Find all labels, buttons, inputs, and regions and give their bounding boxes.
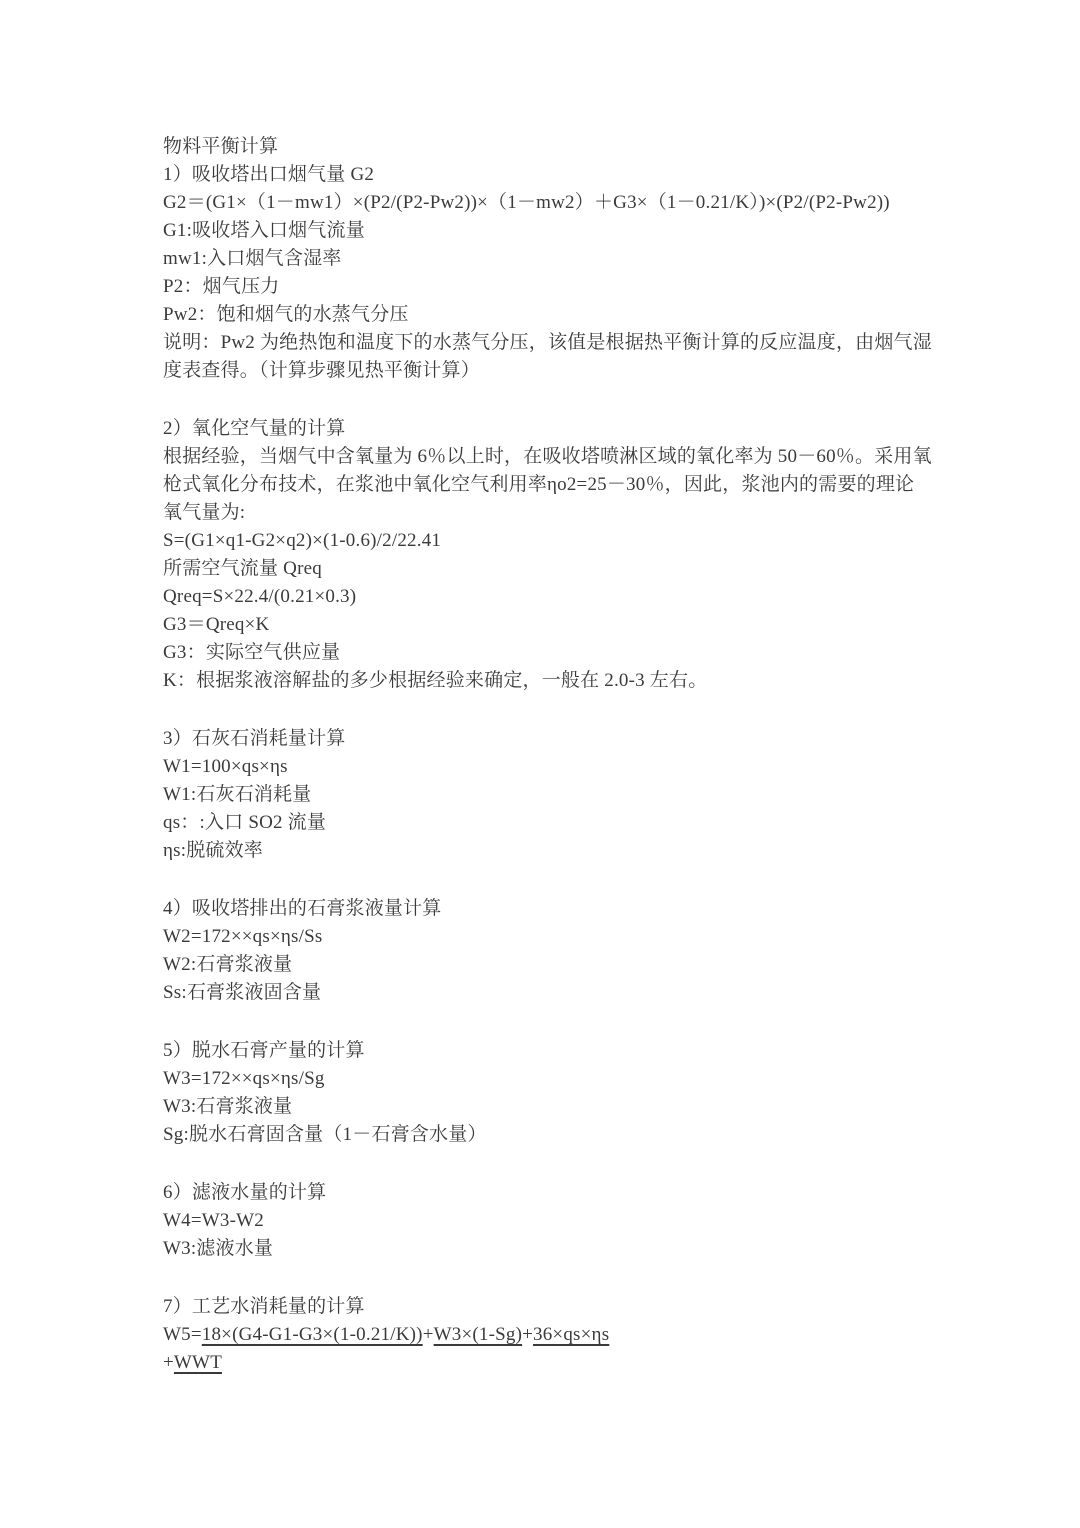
formula-w5-line-2: +WWT: [163, 1352, 222, 1373]
note-pw2-line-2: 度表查得。（计算步骤见热平衡计算）: [163, 360, 480, 381]
formula-w4: W4=W3-W2: [163, 1210, 264, 1231]
formula-s: S=(G1×q1-G2×q2)×(1-0.6)/2/22.41: [163, 530, 442, 551]
section-3-heading: 3）石灰石消耗量计算: [163, 728, 346, 749]
formula-g2: G2＝(G1×（1－mw1）×(P2/(P2-Pw2))×（1－mw2）＋G3×（1－0.21/K）)×(P2/(P2-Pw2)): [163, 192, 890, 213]
formula-w3: W3=172××qs×ηs/Sg: [163, 1068, 325, 1089]
def-w1: W1:石灰石消耗量: [163, 784, 312, 805]
section-1-heading: 1）吸收塔出口烟气量 G2: [163, 164, 375, 185]
section-7-heading: 7）工艺水消耗量的计算: [163, 1296, 365, 1317]
section-6-heading: 6）滤液水量的计算: [163, 1182, 327, 1203]
section-4-heading: 4）吸收塔排出的石膏浆液量计算: [163, 898, 442, 919]
def-etas: ηs:脱硫效率: [163, 840, 264, 861]
label-qreq: 所需空气流量 Qreq: [163, 558, 322, 579]
section-process-water: [163, 1293, 990, 1377]
section-dewatered-gypsum: [163, 1037, 990, 1149]
formula-w1: W1=100×qs×ηs: [163, 756, 288, 777]
oxidation-paragraph-line-2: 枪式氧化分布技术，在浆池中氧化空气利用率ηo2=25－30％，因此，浆池内的需要的理论: [163, 474, 915, 495]
section-oxidation-air: [163, 415, 990, 695]
formula-w5-line-1: W5=18×(G4-G1-G3×(1-0.21/K))+W3×(1-Sg)+36×qs×ηs: [163, 1324, 610, 1345]
formula-w2: W2=172××qs×ηs/Ss: [163, 926, 323, 947]
oxidation-paragraph-line-3: 氧气量为:: [163, 502, 246, 523]
def-sg: Sg:脱水石膏固含量（1－石膏含水量）: [163, 1124, 487, 1145]
def-ss: Ss:石膏浆液固含量: [163, 982, 322, 1003]
def-qs: qs：:入口 SO2 流量: [163, 812, 327, 833]
def-g3: G3：实际空气供应量: [163, 642, 341, 663]
section-filtrate-water: [163, 1179, 990, 1263]
section-flue-gas-outlet: [163, 133, 990, 385]
def-pw2: Pw2：饱和烟气的水蒸气分压: [163, 304, 409, 325]
def-w3: W3:石膏浆液量: [163, 1096, 293, 1117]
section-2-heading: 2）氧化空气量的计算: [163, 418, 346, 439]
note-pw2-line-1: 说明：Pw2 为绝热饱和温度下的水蒸气分压，该值是根据热平衡计算的反应温度，由烟气湿: [163, 332, 932, 353]
oxidation-paragraph-line-1: 根据经验，当烟气中含氧量为 6％以上时，在吸收塔喷淋区域的氧化率为 50－60％。采用氧: [163, 446, 932, 467]
def-w2: W2:石膏浆液量: [163, 954, 293, 975]
page-title: 物料平衡计算: [163, 136, 279, 157]
def-mw1: mw1:入口烟气含湿率: [163, 248, 342, 269]
def-k: K：根据浆液溶解盐的多少根据经验来确定，一般在 2.0-3 左右。: [163, 670, 708, 691]
section-5-heading: 5）脱水石膏产量的计算: [163, 1040, 365, 1061]
section-gypsum-slurry: [163, 895, 990, 1007]
section-limestone-consumption: [163, 725, 990, 865]
def-w3-filtrate: W3:滤液水量: [163, 1238, 274, 1259]
formula-qreq: Qreq=S×22.4/(0.21×0.3): [163, 586, 357, 607]
formula-g3: G3＝Qreq×K: [163, 614, 270, 635]
def-g1: G1:吸收塔入口烟气流量: [163, 220, 365, 241]
def-p2: P2：烟气压力: [163, 276, 280, 297]
